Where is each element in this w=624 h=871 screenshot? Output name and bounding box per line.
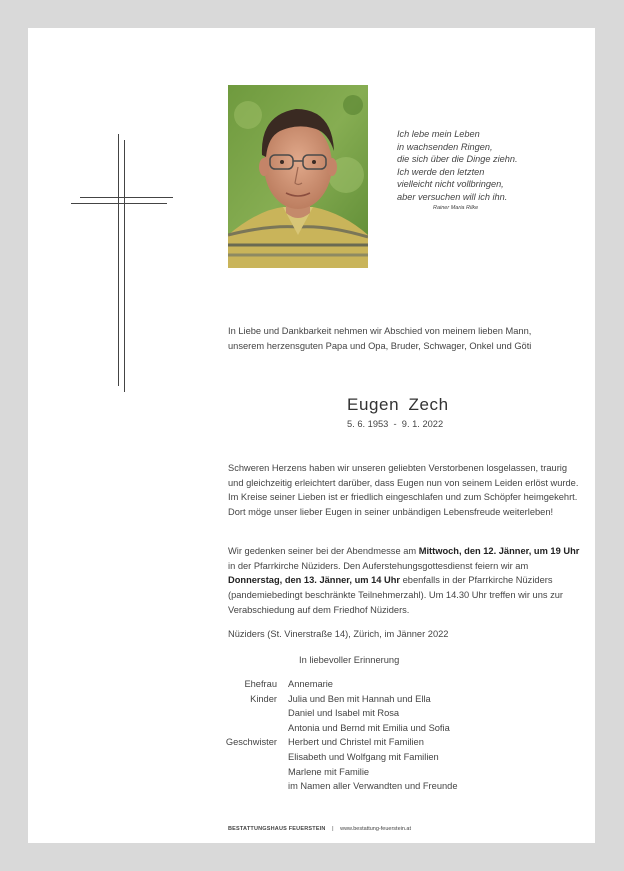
- poem-line: in wachsenden Ringen,: [397, 141, 493, 152]
- mourner-row: [199, 735, 458, 750]
- mourner-name: Annemarie: [288, 679, 333, 689]
- mourners-list: [199, 677, 458, 794]
- mourner-name: Elisabeth und Wolfgang mit Familien: [288, 751, 439, 762]
- obituary-page: [28, 28, 595, 843]
- mourner-name: Antonia und Bernd mit Emilia und Sofia: [288, 722, 450, 733]
- service-text: ebenfalls in der Pfarrkirche Nüziders (pandemiebedingt beschränkte Teilnehmerzahl). Um 14.30 Uhr treffen wir uns zur Verabschiedung auf dem Friedhof Nüziders.: [228, 575, 564, 615]
- service-paragraph: [228, 544, 580, 618]
- mourner-name: Marlene mit Familie: [288, 766, 370, 777]
- mourner-row: [199, 721, 458, 736]
- funeral-service-date: Donnerstag, den 13. Jänner, um 14 Uhr: [228, 575, 401, 586]
- poem-author: Rainer Maria Rilke: [433, 204, 479, 211]
- poem-line: die sich über die Dinge ziehn.: [397, 154, 518, 165]
- mourner-role: Ehefrau: [244, 679, 277, 689]
- footer-website: www.bestattung-feuerstein.at: [340, 826, 412, 832]
- poem-line: vielleicht nicht vollbringen,: [397, 179, 504, 190]
- mourner-row: [199, 692, 458, 707]
- footer: [228, 826, 411, 832]
- mourner-row: [199, 677, 458, 692]
- service-text: Wir gedenken seiner bei der Abendmesse am: [228, 546, 419, 556]
- mourner-row: [199, 779, 458, 794]
- poem-line: aber versuchen will ich ihn.: [397, 191, 508, 202]
- mourner-role: Geschwister: [225, 737, 277, 748]
- mourner-name: Daniel und Isabel mit Rosa: [288, 708, 400, 719]
- mourner-row: [199, 750, 458, 765]
- mourner-role: Kinder: [250, 693, 277, 704]
- farewell-paragraph: Schweren Herzens haben wir unseren geliebten Verstorbenen losgelassen, traurig und gleichzeitig erleichtert darüber, dass Eugen nun von seinem Leiden erlöst wurde. Im Kreise seiner Lieben ist er friedlich eingeschlafen und zum Schöpfer heimgekehrt. Dort möge unser lieber Eugen in seiner unbändigen Lebensfreude weiterleben!: [228, 463, 579, 518]
- footer-brand: BESTATTUNGSHAUS FEUERSTEIN: [228, 826, 326, 832]
- poem-line: Ich werde den letzten: [397, 166, 485, 177]
- poem: [397, 128, 577, 212]
- service-text: in der Pfarrkirche Nüziders. Den Auferstehungsgottesdienst feiern wir am: [228, 560, 529, 571]
- evening-mass-date: Mittwoch, den 12. Jänner, um 19 Uhr: [418, 546, 580, 556]
- deceased-dates: 5. 6. 1953 - 9. 1. 2022: [347, 419, 444, 429]
- mourner-row: [199, 765, 458, 780]
- intro-text: In Liebe und Dankbarkeit nehmen wir Abschied von meinem lieben Mann, unserem herzensguten Papa und Opa, Bruder, Schwager, Onkel und Göti: [228, 326, 532, 351]
- mourner-name: im Namen aller Verwandten und Freunde: [288, 781, 458, 792]
- mourner-name: Julia und Ben mit Hannah und Ella: [288, 693, 431, 704]
- place-date: Nüziders (St. Vinerstraße 14), Zürich, im Jänner 2022: [228, 629, 449, 639]
- memory-line: In liebevoller Erinnerung: [299, 655, 400, 665]
- mourner-row: [199, 706, 458, 721]
- footer-separator: |: [332, 826, 334, 832]
- mourner-name: Herbert und Christel mit Familien: [288, 737, 424, 748]
- poem-line: Ich lebe mein Leben: [397, 129, 480, 139]
- deceased-name: Eugen Zech: [347, 395, 449, 414]
- portrait-photo: [228, 85, 368, 268]
